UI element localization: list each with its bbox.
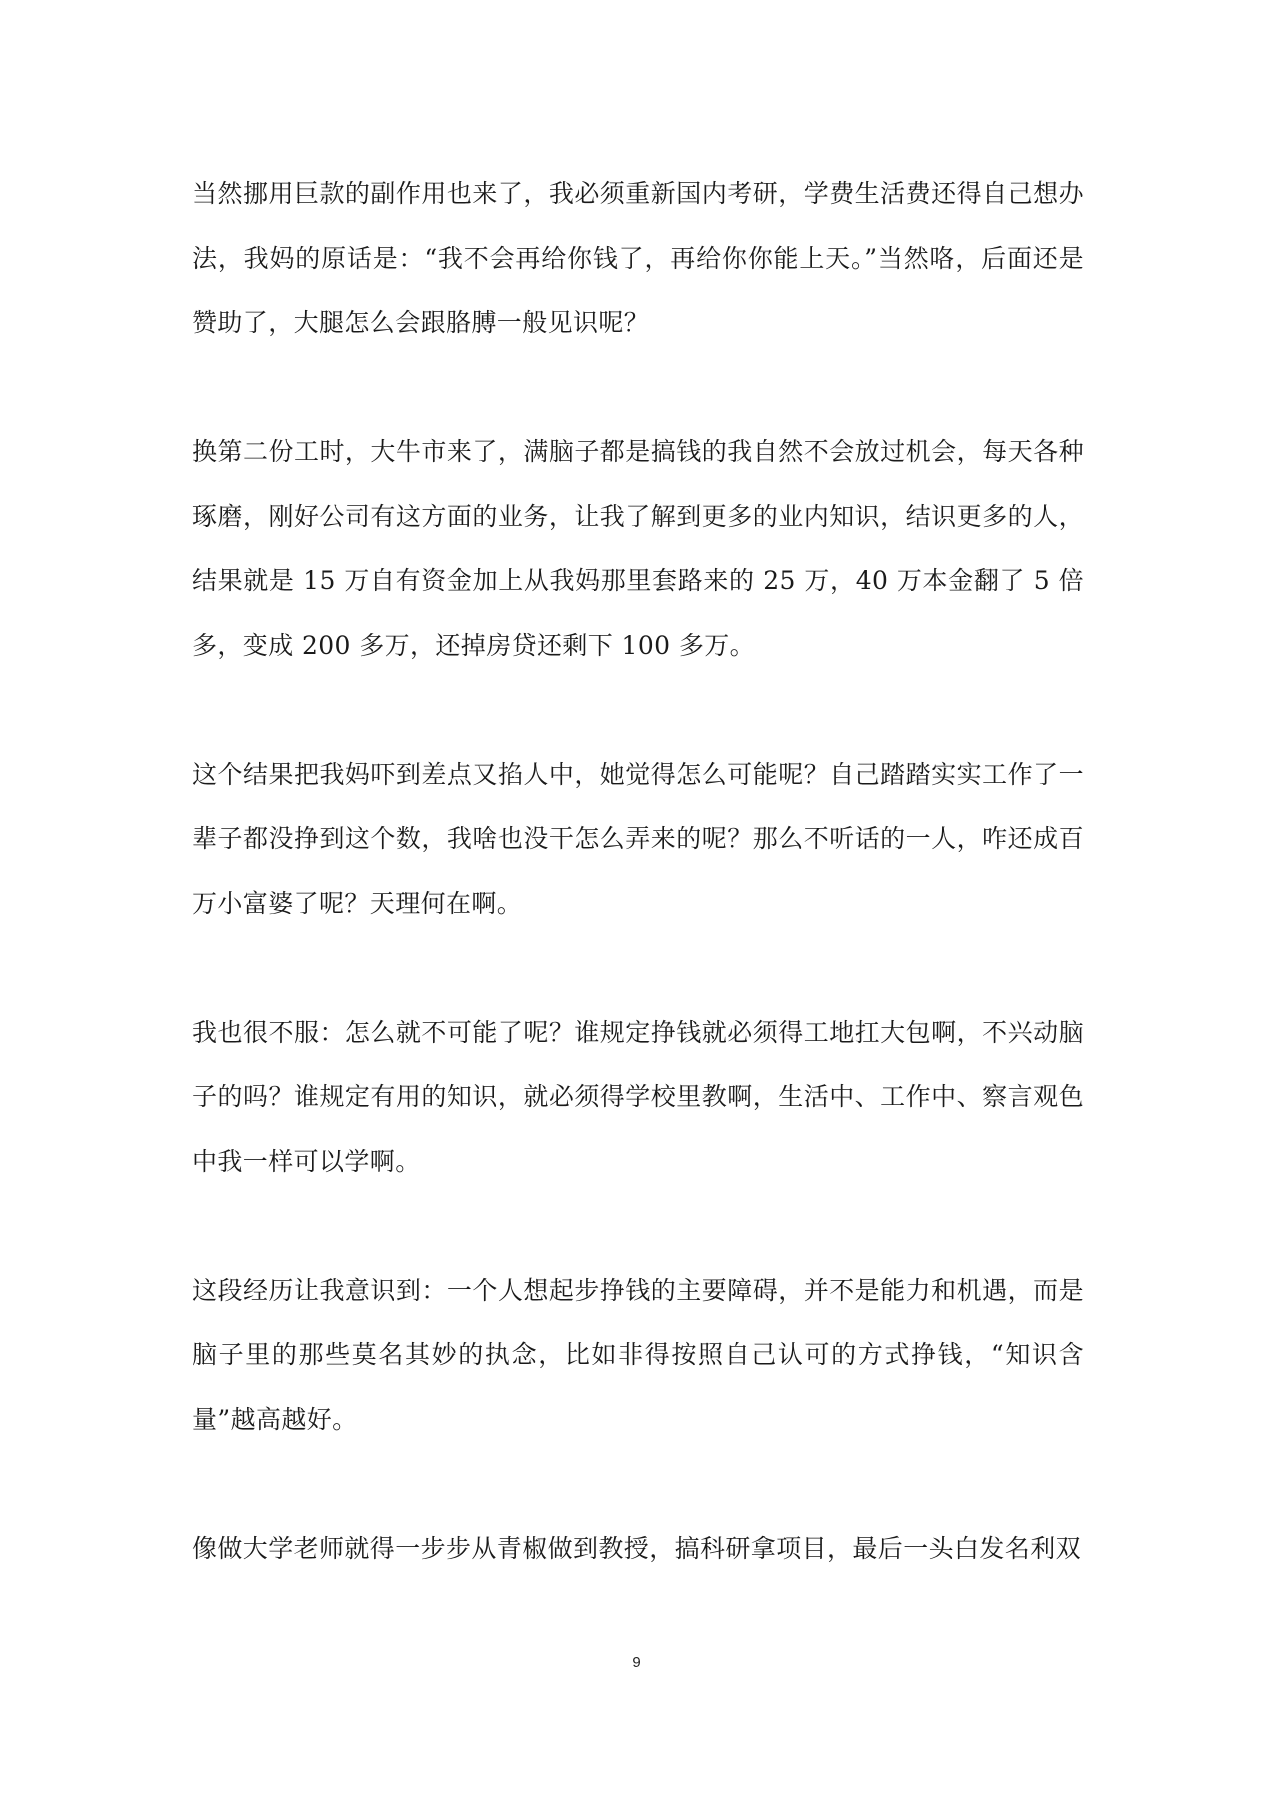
paragraph: 像做大学老师就得一步步从青椒做到教授，搞科研拿项目，最后一头白发名利双 [192,1533,1082,1563]
page-body [192,162,1084,1581]
paragraph: 当然挪用巨款的副作用也来了，我必须重新国内考研，学费生活费还得自己想办法，我妈的原话是：“我不会再给你钱了，再给你你能上天。”当然咯，后面还是赞助了，大腿怎么会跟胳膊一般见识呢？ [192,179,1084,337]
paragraph: 我也很不服：怎么就不可能了呢？谁规定挣钱就必须得工地扛大包啊，不兴动脑子的吗？谁规定有用的知识，就必须得学校里教啊，生活中、工作中、察言观色中我一样可以学啊。 [192,1017,1084,1176]
paragraph: 这个结果把我妈吓到差点又掐人中，她觉得怎么可能呢？自己踏踏实实工作了一辈子都没挣到这个数，我啥也没干怎么弄来的呢？那么不听话的一人，咋还成百万小富婆了呢？天理何在啊。 [192,759,1084,918]
paragraph: 这段经历让我意识到：一个人想起步挣钱的主要障碍，并不是能力和机遇，而是脑子里的那些莫名其妙的执念，比如非得按照自己认可的方式挣钱，“知识含量”越高越好。 [192,1275,1084,1434]
page-number: 9 [632,1654,641,1671]
paragraph: 换第二份工时，大牛市来了，满脑子都是搞钱的我自然不会放过机会，每天各种琢磨，刚好公司有这方面的业务，让我了解到更多的业内知识，结识更多的人，结果就是 15 万自有资金加上从我妈那里套路来的 25 万，40 万本金翻了 5 倍多，变成 200 多万，还掉房贷还剩下 100 多万。 [192,437,1084,660]
